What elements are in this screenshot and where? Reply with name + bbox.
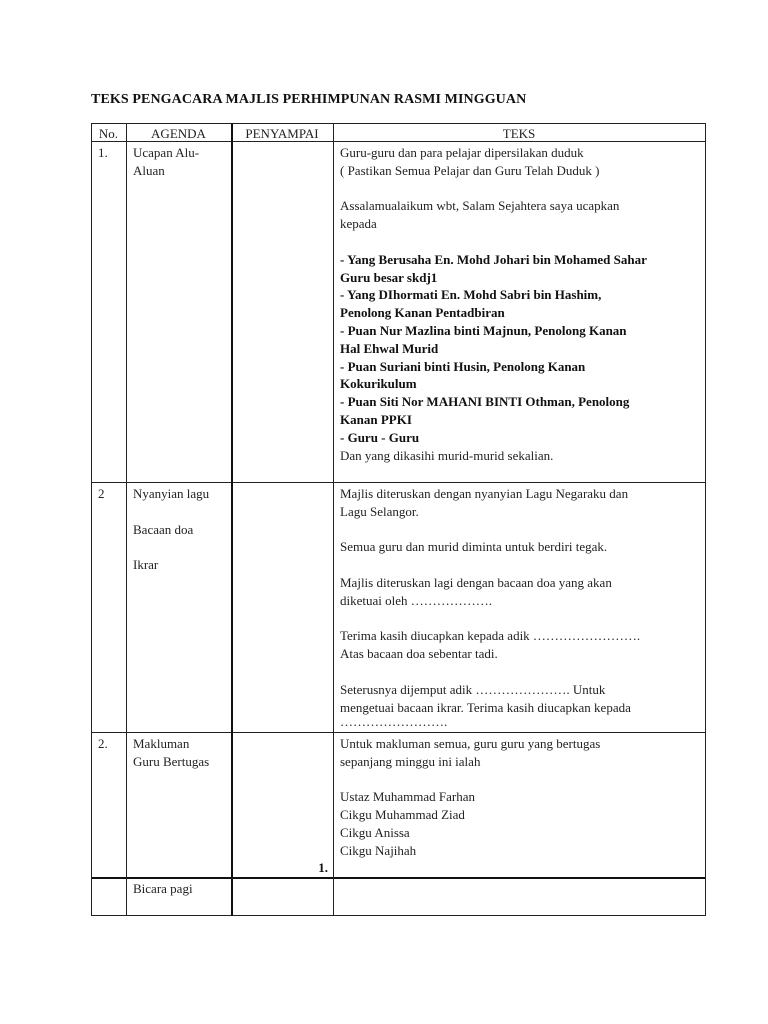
header-no: No.: [98, 126, 119, 141]
teks-line: Cikgu Anissa: [340, 824, 410, 840]
table-border-right: [705, 123, 706, 916]
document-title: TEKS PENGACARA MAJLIS PERHIMPUNAN RASMI MINGGUAN: [91, 92, 527, 107]
teks-line: sepanjang minggu ini ialah: [340, 753, 481, 769]
header-teks: TEKS: [502, 126, 536, 141]
agenda-table: [91, 123, 706, 916]
teks-line: …………………….: [340, 716, 448, 727]
header-agenda: AGENDA: [151, 126, 206, 141]
teks-line: Untuk makluman semua, guru guru yang bertugas: [340, 736, 601, 751]
teks-line: diketuai oleh ……………….: [340, 592, 493, 608]
agenda-line: Ucapan Alu-: [133, 145, 200, 160]
table-border-left: [91, 123, 92, 916]
column-divider: [126, 123, 127, 916]
teks-line: - Puan Nur Mazlina binti Majnun, Penolong Kanan: [340, 322, 627, 338]
teks-line: Penolong Kanan Pentadbiran: [340, 305, 505, 321]
column-divider: [231, 123, 233, 916]
teks-line: Guru-guru dan para pelajar dipersilakan duduk: [340, 145, 584, 160]
teks-line: - Yang DIhormati En. Mohd Sabri bin Hashim,: [340, 287, 602, 303]
teks-cell: [340, 144, 647, 464]
teks-line: Hal Ehwal Murid: [340, 340, 439, 356]
column-divider: [333, 123, 334, 916]
row-number: 2.: [98, 736, 108, 751]
row-divider: [91, 732, 706, 733]
teks-line: - Puan Suriani binti Husin, Penolong Kanan: [340, 358, 586, 374]
table-border-bottom: [91, 915, 706, 916]
teks-line: Guru besar skdj1: [340, 269, 438, 285]
agenda-line: Ikrar: [133, 557, 159, 573]
teks-line: ( Pastikan Semua Pelajar dan Guru Telah Duduk ): [340, 162, 600, 178]
teks-line: Semua guru dan murid diminta untuk berdiri tegak.: [340, 539, 608, 555]
teks-line: Cikgu Najihah: [340, 842, 417, 858]
agenda-line: Aluan: [133, 162, 165, 178]
penyampai-number: 1.: [318, 860, 328, 875]
agenda-line: Bacaan doa: [133, 521, 194, 537]
teks-line: mengetuai bacaan ikrar. Terima kasih diucapkan kepada: [340, 699, 631, 715]
agenda-cell: [133, 735, 209, 771]
row-divider: [91, 877, 706, 879]
agenda-line: Nyanyian lagu: [133, 486, 210, 501]
teks-cell: [340, 485, 640, 726]
row-number: 2: [98, 486, 105, 501]
teks-line: Terima kasih diucapkan kepada adik …………………….: [340, 628, 641, 644]
agenda-cell: [133, 144, 199, 180]
teks-line: Kanan PPKI: [340, 411, 412, 427]
teks-line: Lagu Selangor.: [340, 503, 419, 519]
header-penyampai: PENYAMPAI: [245, 126, 319, 141]
teks-cell: [340, 735, 600, 860]
teks-line: Cikgu Muhammad Ziad: [340, 807, 465, 823]
teks-line: Dan yang dikasihi murid-murid sekalian.: [340, 447, 554, 463]
row-divider: [91, 482, 706, 483]
agenda-cell: [133, 485, 209, 574]
table-border-top: [91, 123, 706, 124]
teks-line: Majlis diteruskan lagi dengan bacaan doa yang akan: [340, 574, 612, 590]
teks-line: kepada: [340, 216, 377, 232]
teks-line: Seterusnya dijemput adik …………………. Untuk: [340, 681, 606, 697]
row-number: 1.: [98, 145, 108, 160]
teks-line: Kokurikulum: [340, 376, 417, 392]
agenda-line: Guru Bertugas: [133, 753, 210, 769]
teks-line: Atas bacaan doa sebentar tadi.: [340, 646, 498, 662]
teks-line: Ustaz Muhammad Farhan: [340, 789, 476, 805]
agenda-line: Bicara pagi: [133, 881, 193, 896]
teks-line: - Yang Berusaha En. Mohd Johari bin Mohamed Sahar: [340, 251, 647, 267]
teks-line: - Guru - Guru: [340, 429, 420, 445]
agenda-line: Makluman: [133, 736, 190, 751]
agenda-cell: [133, 880, 193, 898]
teks-line: - Puan Siti Nor MAHANI BINTI Othman, Penolong: [340, 394, 630, 410]
teks-line: Majlis diteruskan dengan nyanyian Lagu Negaraku dan: [340, 486, 629, 501]
teks-line: Assalamualaikum wbt, Salam Sejahtera saya ucapkan: [340, 198, 620, 214]
